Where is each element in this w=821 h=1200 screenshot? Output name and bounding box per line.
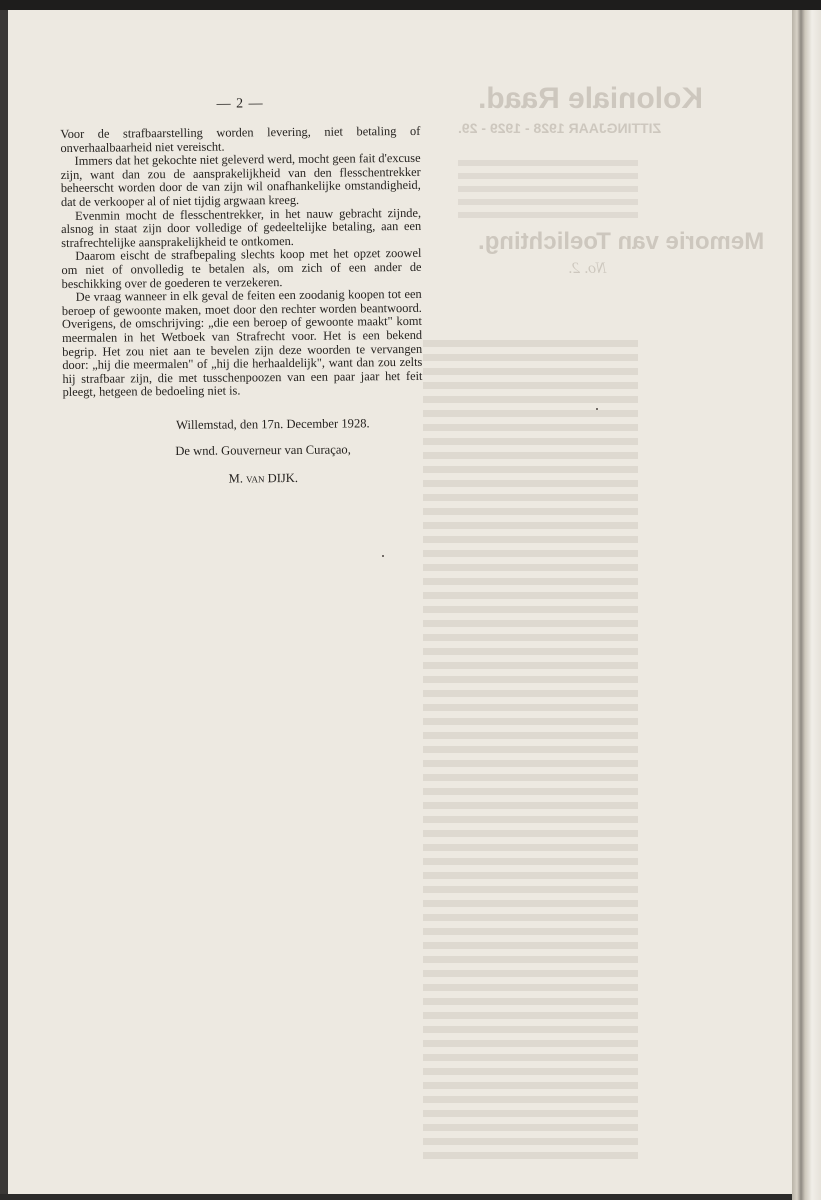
book-spine xyxy=(792,10,821,1200)
paragraph: Evenmin mocht de flesschentrekker, in het nauw gebracht zijnde, alsnog in staat zijn door volledige of gedeeltelijke betaling, aan een strafrechtelijke aansprakelijkheid te ontkomen. xyxy=(61,205,422,250)
paragraph: Immers dat het gekochte niet geleverd werd, mocht geen fait d'excuse zijn, want dan zou de aansprakelijkheid van den flesschentrekker beheerscht worden door de van zijn wil onafhankelijke omstandigheid, dat de verkooper al of niet tijdig argwaan kreeg. xyxy=(60,151,421,209)
paragraph: De vraag wanneer in elk geval de feiten een zoodanig koopen tot een beroep of gewoonte maken, moet door den rechter worden beantwoord. Overigens, de omschrijving: „die een beroep of gewoonte maakt" komt meermalen in het Wetboek van Strafrecht voor. Het is een bekend begrip. Het zou niet aan te bevelen zijn deze woorden te vervangen door: „hij die meermalen" of „hij die herhaaldelijk", want dan zou zelts hij strafbaar zijn, die met tusschenpoozen van een paar jaar het feit pleegt, hetgeen de bedoeling niet is. xyxy=(61,286,423,400)
signature-date: Willemstad, den 17n. December 1928. xyxy=(175,416,370,432)
bleed-through-subtitle: ZITTINGJAAR 1928 - 1929 - 29. xyxy=(458,120,662,136)
bleed-through-lines-header xyxy=(458,160,638,220)
document-page xyxy=(8,10,792,1194)
scan-bottom-border xyxy=(0,1194,792,1200)
speck xyxy=(382,555,384,557)
bleed-through-title: Koloniale Raad. xyxy=(478,82,704,115)
scan-top-border xyxy=(0,0,821,10)
paragraph: Daarom eischt de strafbepaling slechts koop met het opzet zoowel om niet of onvolledig te betalen als, om zich of een ander de beschikking over de goederen te verzekeren. xyxy=(61,246,422,291)
bleed-through-text-lines xyxy=(423,340,638,1160)
document-content xyxy=(60,95,423,488)
bleed-through-number: No. 2. xyxy=(568,260,607,277)
speck xyxy=(596,408,598,410)
bleed-through-memo: Memorie van Toelichting. xyxy=(478,228,765,255)
body-text xyxy=(60,125,422,400)
paragraph: Voor de strafbaarstelling worden levering, niet betaling of onverhaalbaarheid niet vereischt. xyxy=(60,123,421,155)
signature-office: De wnd. Gouverneur van Curaçao, xyxy=(175,442,351,458)
page-number: — 2 — xyxy=(216,96,264,112)
signature-name: M. van DIJK. xyxy=(228,470,299,486)
